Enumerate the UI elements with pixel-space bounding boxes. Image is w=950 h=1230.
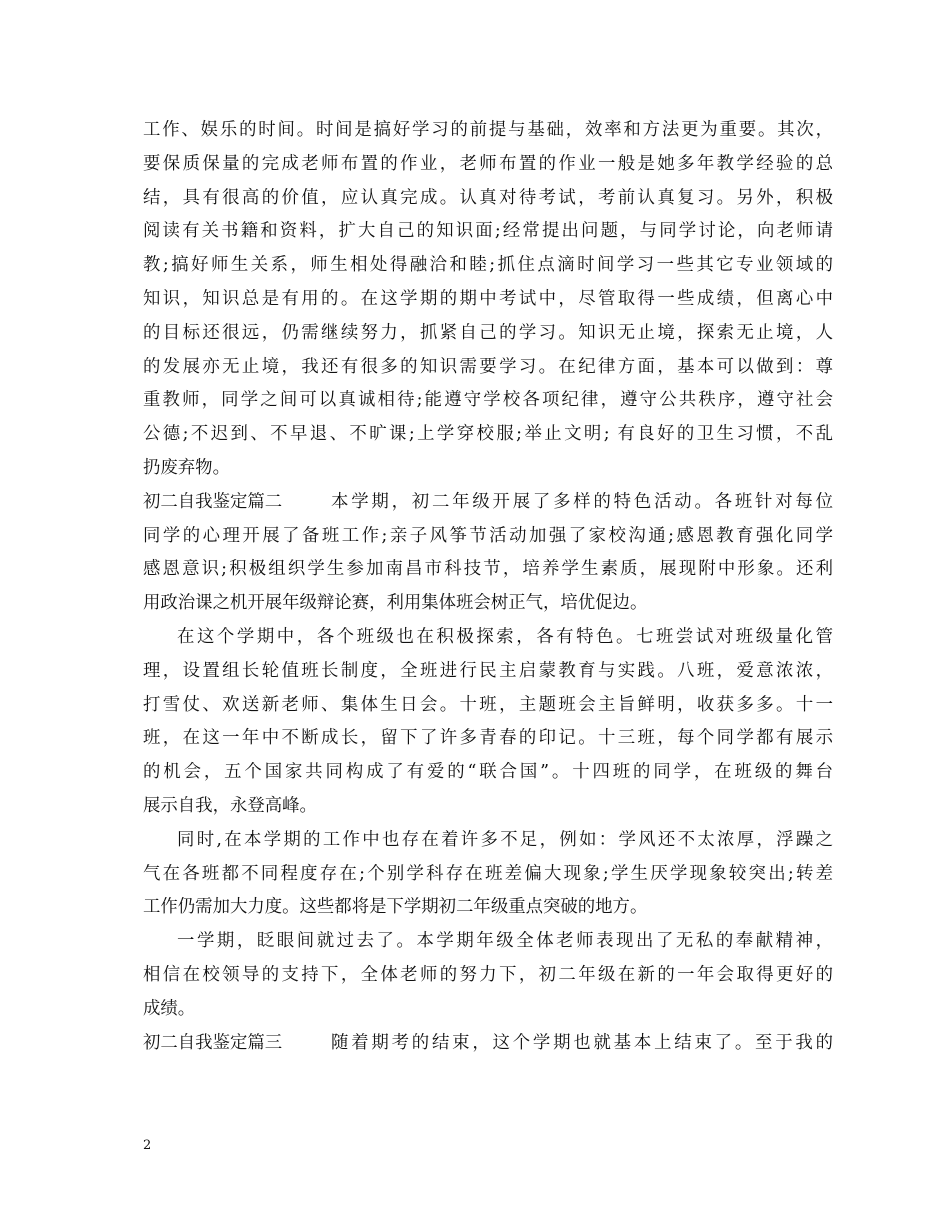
text-line: 同时,在本学期的工作中也存在着许多不足，例如：学风还不太浓厚，浮躁之 xyxy=(177,829,833,850)
text-line: 班，在这一年中不断成长，留下了许多青春的印记。十三班，每个同学都有展示 xyxy=(143,728,833,749)
line-text: 随着期考的结束，这个学期也就基本上结束了。至于我的 xyxy=(331,1032,833,1053)
text-line: 扔废弃物。 xyxy=(143,457,230,478)
text-line: 知识，知识总是有用的。在这学期的期中考试中，尽管取得一些成绩，但离心中 xyxy=(143,288,833,309)
text-line xyxy=(143,1027,833,1061)
page-number: 2 xyxy=(143,1138,152,1153)
section-heading: 初二自我鉴定篇二 xyxy=(143,491,283,512)
text-line: 公德;不迟到、不早退、不旷课;上学穿校服;举止文明; 有良好的卫生习惯，不乱 xyxy=(143,424,833,445)
text-line: 阅读有关书籍和资料，扩大自己的知识面;经常提出问题，与同学讨论，向老师请 xyxy=(143,221,833,242)
document-body xyxy=(143,114,833,1060)
text-line: 教;搞好师生关系，师生相处得融洽和睦;抓住点滴时间学习一些其它专业领域的 xyxy=(143,255,833,276)
text-line: 成绩。 xyxy=(143,998,196,1019)
section-heading: 初二自我鉴定篇三 xyxy=(143,1032,283,1053)
text-line: 的机会，五个国家共同构成了有爱的“联合国”。十四班的同学，在班级的舞台 xyxy=(143,762,833,783)
text-line: 要保质保量的完成老师布置的作业，老师布置的作业一般是她多年教学经验的总 xyxy=(143,153,833,174)
text-line: 一学期，眨眼间就过去了。本学期年级全体老师表现出了无私的奉献精神， xyxy=(177,931,833,952)
text-line: 相信在校领导的支持下，全体老师的努力下，初二年级在新的一年会取得更好的 xyxy=(143,964,833,985)
line-text: 本学期，初二年级开展了多样的特色活动。各班针对每位 xyxy=(331,491,833,512)
text-line: 气在各班都不同程度存在;个别学科存在班差偏大现象;学生厌学现象较突出;转差 xyxy=(143,863,833,884)
text-line: 的发展亦无止境，我还有很多的知识需要学习。在纪律方面，基本可以做到：尊 xyxy=(143,356,833,377)
text-line: 用政治课之机开展年级辩论赛，利用集体班会树正气，培优促边。 xyxy=(143,593,648,614)
text-line: 结，具有很高的价值，应认真完成。认真对待考试，考前认真复习。另外，积极 xyxy=(143,187,833,208)
text-line: 理，设置组长轮值班长制度，全班进行民主启蒙教育与实践。八班，爱意浓浓， xyxy=(143,660,833,681)
text-line xyxy=(143,486,833,520)
text-line: 的目标还很远，仍需继续努力，抓紧自己的学习。知识无止境，探索无止境，人 xyxy=(143,322,833,343)
text-line: 同学的心理开展了备班工作;亲子风筝节活动加强了家校沟通;感恩教育强化同学 xyxy=(143,525,833,546)
text-line: 在这个学期中，各个班级也在积极探索，各有特色。七班尝试对班级量化管 xyxy=(177,626,833,647)
text-line: 打雪仗、欢送新老师、集体生日会。十班，主题班会主旨鲜明，收获多多。十一 xyxy=(143,694,833,715)
text-line: 感恩意识;积极组织学生参加南昌市科技节，培养学生素质，展现附中形象。还利 xyxy=(143,559,833,580)
text-line: 展示自我，永登高峰。 xyxy=(143,795,317,816)
text-line: 工作、娱乐的时间。时间是搞好学习的前提与基础，效率和方法更为重要。其次， xyxy=(143,120,833,140)
text-line: 重教师，同学之间可以真诚相待;能遵守学校各项纪律，遵守公共秩序，遵守社会 xyxy=(143,390,833,411)
text-line: 工作仍需加大力度。这些都将是下学期初二年级重点突破的地方。 xyxy=(143,897,648,918)
